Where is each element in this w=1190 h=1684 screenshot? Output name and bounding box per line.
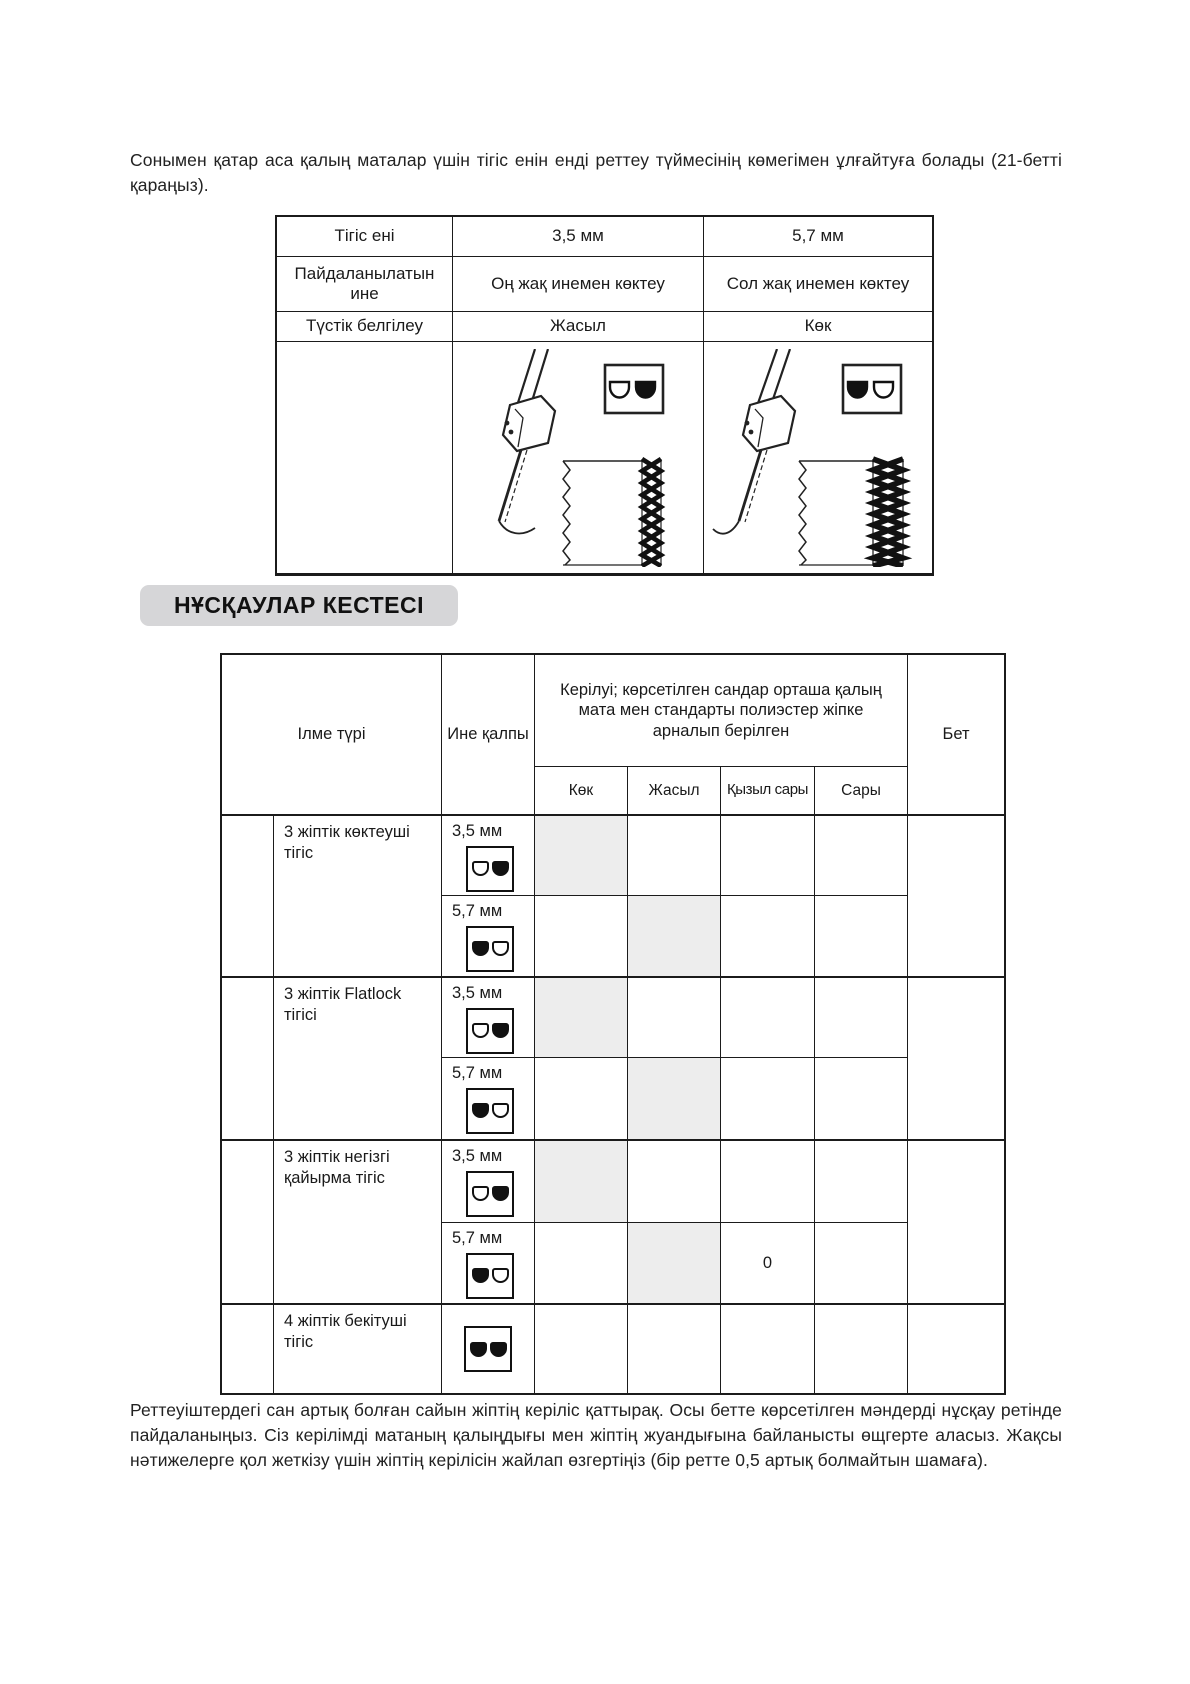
needle-position-icon — [466, 1253, 514, 1299]
needle-position-icon — [466, 926, 514, 972]
stitch-name: 3 жіптік негізгі қайырма тігіс — [274, 1141, 442, 1305]
tension-col-green: Жасыл — [628, 767, 721, 816]
needle-cell — [442, 1058, 535, 1141]
needle-stitch-illustration-icon — [459, 349, 697, 567]
needle-dot-filled-icon — [472, 1268, 489, 1283]
tension-cell — [815, 978, 908, 1058]
tension-cell — [721, 1305, 815, 1393]
needle-dot-open-icon — [472, 1186, 489, 1201]
needle-width-label: 3,5 мм — [452, 984, 503, 1002]
tension-cell — [628, 896, 721, 978]
width-table-value: Оң жақ инемен көктеу — [453, 257, 704, 312]
needle-dot-filled-icon — [636, 382, 655, 398]
width-table-label: Тігіс ені — [277, 217, 453, 257]
tension-cell — [815, 1223, 908, 1305]
tension-cell — [535, 1058, 628, 1141]
width-table-value: Көк — [704, 312, 932, 342]
header-tension: Керілуі; көрсетілген сандар орташа қалың мата мен стандарты полиэстер жіпке арналып берілген — [535, 655, 908, 767]
width-table-empty-cell — [277, 342, 453, 573]
width-table-value: Жасыл — [453, 312, 704, 342]
needle-position-icon — [466, 846, 514, 892]
needle-cell — [442, 896, 535, 978]
tension-cell — [535, 1223, 628, 1305]
width-table-label: Пайдаланылатын ине — [277, 257, 453, 312]
tension-cell — [535, 1141, 628, 1223]
tension-cell — [535, 816, 628, 896]
needle-position-icon — [466, 1008, 514, 1054]
tension-cell — [535, 896, 628, 978]
tension-cell — [628, 816, 721, 896]
instructions-table — [220, 653, 1006, 1395]
page-cell — [908, 816, 1004, 978]
needle-cell — [442, 816, 535, 896]
needle-cell — [442, 978, 535, 1058]
stitch-width-table — [275, 215, 934, 576]
width-table-value: 3,5 мм — [453, 217, 704, 257]
page-cell — [908, 978, 1004, 1141]
needle-stitch-illustration-icon — [711, 349, 925, 567]
stitch-symbol-cell — [222, 1305, 274, 1393]
stitch-symbol-cell — [222, 816, 274, 978]
section-title: НҰСҚАУЛАР КЕСТЕСІ — [140, 585, 458, 626]
tension-cell — [628, 1058, 721, 1141]
width-table-label: Түстік белгілеу — [277, 312, 453, 342]
needle-dot-open-icon — [492, 1268, 509, 1283]
tension-col-yellow: Сары — [815, 767, 908, 816]
needle-width-label: 3,5 мм — [452, 822, 503, 840]
tension-cell — [721, 816, 815, 896]
tension-cell — [628, 978, 721, 1058]
needle-dot-filled-icon — [490, 1342, 507, 1357]
needle-dot-open-icon — [492, 941, 509, 956]
tension-cell — [628, 1223, 721, 1305]
tension-cell — [535, 1305, 628, 1393]
footer-paragraph: Реттеуіштердегі сан артық болған сайын жіптің керіліс қаттырақ. Осы бетте көрсетілген мәндерді нұсқау ретінде пайдаланыңыз. Сіз керілімді матаның қалыңдығы мен жіптің жуандығына байланысты өщгерте аласыз. Жақсы нәтижелерге қол жеткізу үшін жіптің керілісін жайлап өзгертіңіз (бір ретте 0,5 артық болмайтын шамаға). — [130, 1400, 1062, 1471]
needle-dot-filled-icon — [470, 1342, 487, 1357]
needle-cell — [442, 1305, 535, 1393]
needle-dot-filled-icon — [472, 1103, 489, 1118]
needle-cell — [442, 1141, 535, 1223]
tension-cell — [628, 1141, 721, 1223]
stitch-symbol-cell — [222, 978, 274, 1141]
needle-width-label: 5,7 мм — [452, 1064, 503, 1082]
tension-cell — [721, 1058, 815, 1141]
tension-cell — [815, 1305, 908, 1393]
stitch-name: 4 жіптік бекітуші тігіс — [274, 1305, 442, 1393]
width-table-value: 5,7 мм — [704, 217, 932, 257]
illustration-cell-5-7mm — [704, 342, 932, 573]
tension-cell — [535, 978, 628, 1058]
stitch-symbol-cell — [222, 1141, 274, 1305]
needle-dot-open-icon — [492, 1103, 509, 1118]
tension-col-orange: Қызыл сары — [721, 767, 815, 816]
needle-width-label: 3,5 мм — [452, 1147, 503, 1165]
header-page: Бет — [908, 655, 1004, 816]
needle-dot-filled-icon — [492, 861, 509, 876]
needle-dot-open-icon — [472, 1023, 489, 1038]
needle-position-icon — [466, 1171, 514, 1217]
tension-cell — [721, 978, 815, 1058]
stitch-name: 3 жіптік көктеуші тігіс — [274, 816, 442, 978]
page-cell — [908, 1305, 1004, 1393]
header-stitch-type: Ілме түрі — [222, 655, 442, 816]
tension-cell-value: 0 — [721, 1223, 815, 1305]
stitch-name: 3 жіптік Flatlock тігісі — [274, 978, 442, 1141]
tension-cell — [815, 816, 908, 896]
tension-cell — [628, 1305, 721, 1393]
needle-cell — [442, 1223, 535, 1305]
needle-dot-open-icon — [610, 382, 629, 398]
needle-dot-open-icon — [874, 382, 893, 398]
tension-col-blue: Көк — [535, 767, 628, 816]
page-cell — [908, 1141, 1004, 1305]
needle-width-label: 5,7 мм — [452, 1229, 503, 1247]
header-needle-position: Ине қалпы — [442, 655, 535, 816]
width-table-value: Сол жақ инемен көктеу — [704, 257, 932, 312]
needle-dot-open-icon — [472, 861, 489, 876]
needle-dot-filled-icon — [472, 941, 489, 956]
needle-dot-filled-icon — [492, 1186, 509, 1201]
illustration-cell-3-5mm — [453, 342, 704, 573]
needle-position-icon — [466, 1088, 514, 1134]
tension-cell — [815, 1058, 908, 1141]
intro-paragraph: Сонымен қатар аса қалың маталар үшін тігіс енін енді реттеу түймесінің көмегімен ұлғайтуға болады (21-бетті қараңыз). — [130, 150, 1062, 196]
tension-cell — [721, 896, 815, 978]
tension-cell — [815, 896, 908, 978]
tension-cell — [815, 1141, 908, 1223]
needle-dot-filled-icon — [848, 382, 867, 398]
tension-cell — [721, 1141, 815, 1223]
needle-dot-filled-icon — [492, 1023, 509, 1038]
needle-position-icon — [464, 1326, 512, 1372]
needle-width-label: 5,7 мм — [452, 902, 503, 920]
